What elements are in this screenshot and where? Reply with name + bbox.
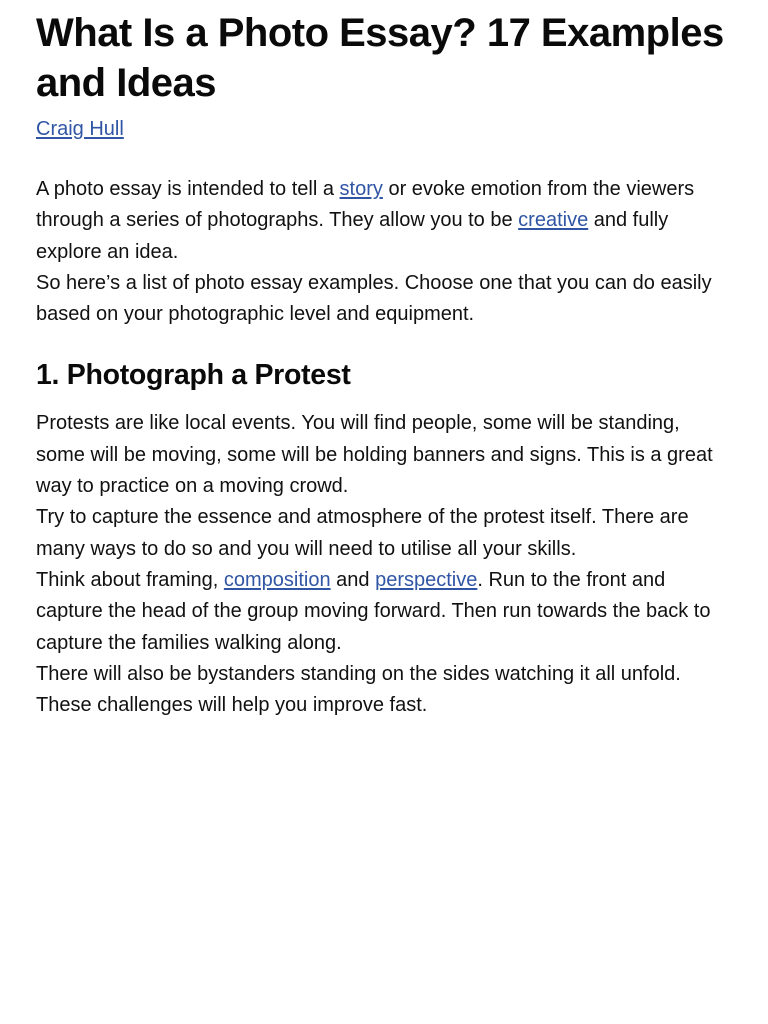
section-text-2: and — [330, 568, 376, 591]
section-paragraph-3 — [36, 565, 732, 659]
intro-text-3: and fully explore an idea. — [36, 209, 669, 263]
section-paragraph-4: There will also be bystanders standing on the sides watching it all unfold. These challenges will help you improve fast. — [36, 662, 681, 717]
author-link[interactable]: Craig Hull — [36, 118, 124, 140]
section-body-protest — [36, 408, 732, 721]
section-paragraph-2: Try to capture the essence and atmosphere of the protest itself. There are many ways to do so and you will need to utilise all your skills. — [36, 506, 689, 560]
perspective-link[interactable]: perspective — [375, 568, 478, 591]
intro-paragraph-2: So here’s a list of photo essay examples. Choose one that you can do easily based on your photographic level and equipment. — [36, 271, 712, 326]
intro-text-1: A photo essay is intended to tell a — [36, 178, 340, 200]
story-link[interactable]: story — [339, 178, 383, 200]
intro-paragraph-1 — [36, 174, 732, 268]
section-text-1: Think about framing, — [36, 568, 224, 591]
section-text-3: . Run to the front and capture the head of the group moving forward. Then run towards the back to capture the families walking along. — [36, 568, 711, 654]
composition-link[interactable]: composition — [223, 568, 331, 591]
section-heading-protest: 1. Photograph a Protest — [36, 359, 351, 392]
intro-text-2: or evoke emotion from the viewers through a series of photographs. They allow you to be — [36, 178, 695, 232]
article-intro — [36, 174, 732, 330]
section-paragraph-1: Protests are like local events. You will find people, some will be standing, some will be moving, some will be holding banners and signs. This is a great way to practice on a moving crowd. — [36, 412, 713, 498]
creative-link[interactable]: creative — [518, 209, 589, 232]
article-title: What Is a Photo Essay? 17 Examples and Ideas — [36, 11, 724, 105]
